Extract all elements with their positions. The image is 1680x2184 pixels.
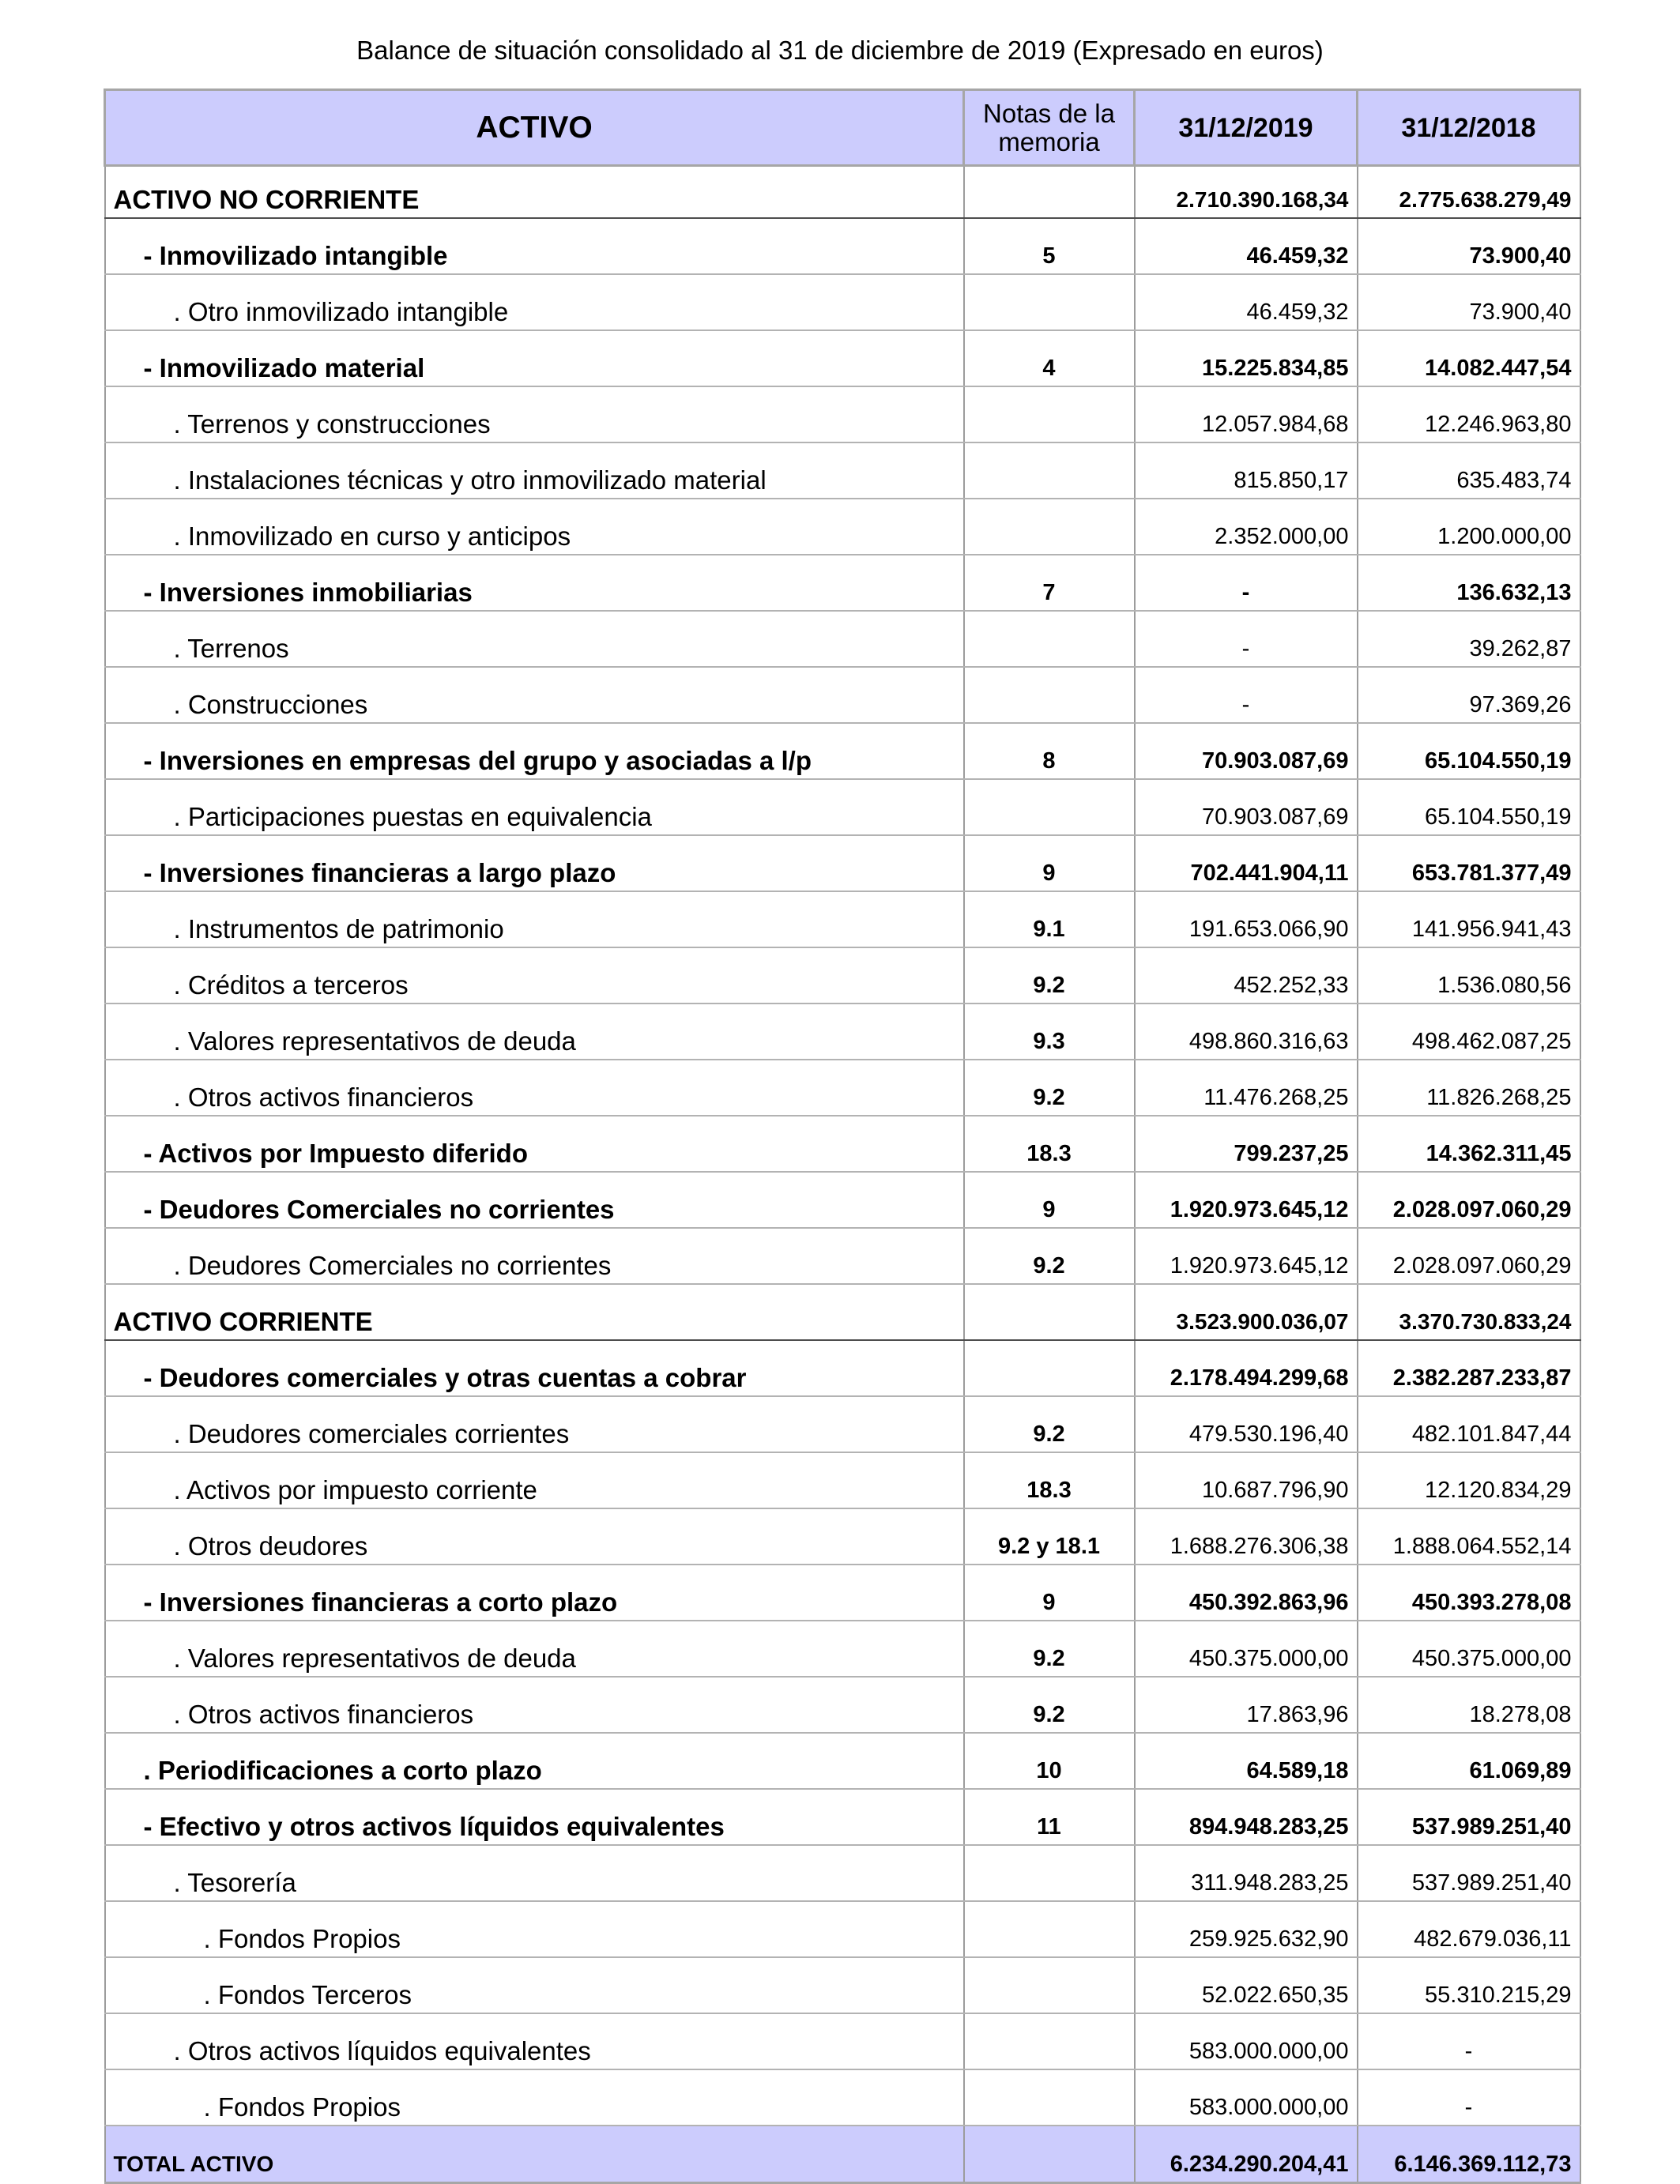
row-value-2018: 1.888.064.552,14 — [1358, 1508, 1580, 1565]
row-value-2019: 3.523.900.036,07 — [1135, 1284, 1358, 1340]
row-value-2019: 1.688.276.306,38 — [1135, 1508, 1358, 1565]
row-value-2018: 2.028.097.060,29 — [1358, 1172, 1580, 1228]
row-value-2018: 450.393.278,08 — [1358, 1565, 1580, 1621]
row-notes: 9.2 — [964, 1396, 1135, 1452]
row-value-2019: 450.392.863,96 — [1135, 1565, 1358, 1621]
row-value-2019: 12.057.984,68 — [1135, 386, 1358, 442]
row-notes: 9.2 — [964, 1228, 1135, 1284]
row-value-2018: 18.278,08 — [1358, 1677, 1580, 1733]
row-value-2019: 191.653.066,90 — [1135, 891, 1358, 947]
row-notes: 7 — [964, 555, 1135, 611]
table-row — [105, 1957, 1580, 2013]
row-notes — [964, 166, 1135, 219]
row-label: TOTAL ACTIVO — [105, 2126, 964, 2183]
row-value-2018: 97.369,26 — [1358, 667, 1580, 723]
table-row — [105, 1845, 1580, 1901]
row-label: - Activos por Impuesto diferido — [105, 1116, 964, 1172]
row-value-2019: 2.352.000,00 — [1135, 499, 1358, 555]
row-value-2018: 2.028.097.060,29 — [1358, 1228, 1580, 1284]
row-label: . Fondos Propios — [105, 2069, 964, 2126]
row-notes — [964, 1340, 1135, 1396]
row-label: . Activos por impuesto corriente — [105, 1452, 964, 1508]
row-label: . Construcciones — [105, 667, 964, 723]
table-row — [105, 1901, 1580, 1957]
row-value-2018: 141.956.941,43 — [1358, 891, 1580, 947]
row-notes: 9.2 — [964, 1677, 1135, 1733]
table-row — [105, 1340, 1580, 1396]
row-label: ACTIVO CORRIENTE — [105, 1284, 964, 1340]
row-value-2019: 894.948.283,25 — [1135, 1789, 1358, 1845]
table-row — [105, 1060, 1580, 1116]
row-notes: 9 — [964, 1172, 1135, 1228]
row-value-2018: 1.536.080,56 — [1358, 947, 1580, 1004]
row-label: . Otro inmovilizado intangible — [105, 274, 964, 330]
row-value-2019: 452.252,33 — [1135, 947, 1358, 1004]
row-label: - Inversiones financieras a corto plazo — [105, 1565, 964, 1621]
table-row — [105, 166, 1580, 219]
row-notes: 9 — [964, 1565, 1135, 1621]
row-label: . Otros deudores — [105, 1508, 964, 1565]
row-value-2018: 136.632,13 — [1358, 555, 1580, 611]
header-2018: 31/12/2018 — [1358, 90, 1580, 166]
row-notes: 18.3 — [964, 1116, 1135, 1172]
row-label: ACTIVO NO CORRIENTE — [105, 166, 964, 219]
row-value-2018: - — [1358, 2069, 1580, 2126]
document-title: Balance de situación consolidado al 31 de diciembre de 2019 (Expresado en euros) — [356, 36, 1324, 65]
row-value-2018: 2.382.287.233,87 — [1358, 1340, 1580, 1396]
row-notes — [964, 2069, 1135, 2126]
row-notes: 4 — [964, 330, 1135, 386]
row-label: . Instrumentos de patrimonio — [105, 891, 964, 947]
row-value-2018: 14.082.447,54 — [1358, 330, 1580, 386]
table-row — [105, 218, 1580, 274]
table-row — [105, 555, 1580, 611]
row-label: - Inversiones en empresas del grupo y asociadas a l/p — [105, 723, 964, 779]
row-value-2019: 46.459,32 — [1135, 218, 1358, 274]
table-row — [105, 1004, 1580, 1060]
row-notes — [964, 611, 1135, 667]
row-notes: 10 — [964, 1733, 1135, 1789]
table-row — [105, 835, 1580, 891]
table-header-row — [105, 90, 1580, 166]
table-row — [105, 1789, 1580, 1845]
table-row — [105, 1116, 1580, 1172]
row-value-2019: 2.178.494.299,68 — [1135, 1340, 1358, 1396]
row-label: - Deudores comerciales y otras cuentas a cobrar — [105, 1340, 964, 1396]
table-row — [105, 611, 1580, 667]
row-value-2018: 73.900,40 — [1358, 218, 1580, 274]
row-label: - Inmovilizado material — [105, 330, 964, 386]
row-notes: 5 — [964, 218, 1135, 274]
row-value-2019: - — [1135, 667, 1358, 723]
row-value-2019: 479.530.196,40 — [1135, 1396, 1358, 1452]
row-value-2019: 2.710.390.168,34 — [1135, 166, 1358, 219]
row-notes: 9.2 — [964, 947, 1135, 1004]
row-notes: 9.1 — [964, 891, 1135, 947]
table-row — [105, 1621, 1580, 1677]
row-value-2018: 482.101.847,44 — [1358, 1396, 1580, 1452]
table-row — [105, 274, 1580, 330]
row-value-2019: 70.903.087,69 — [1135, 779, 1358, 835]
row-notes: 11 — [964, 1789, 1135, 1845]
row-notes — [964, 274, 1135, 330]
row-label: . Deudores Comerciales no corrientes — [105, 1228, 964, 1284]
row-value-2019: 1.920.973.645,12 — [1135, 1172, 1358, 1228]
row-notes: 9.3 — [964, 1004, 1135, 1060]
row-label: . Otros activos financieros — [105, 1677, 964, 1733]
row-label: . Deudores comerciales corrientes — [105, 1396, 964, 1452]
row-value-2018: 450.375.000,00 — [1358, 1621, 1580, 1677]
row-notes: 8 — [964, 723, 1135, 779]
row-value-2019: - — [1135, 555, 1358, 611]
table-row — [105, 386, 1580, 442]
row-notes — [964, 442, 1135, 499]
row-value-2019: 583.000.000,00 — [1135, 2069, 1358, 2126]
row-notes — [964, 1957, 1135, 2013]
table-row — [105, 2069, 1580, 2126]
row-label: . Otros activos financieros — [105, 1060, 964, 1116]
table-row — [105, 2126, 1580, 2183]
row-value-2018: 3.370.730.833,24 — [1358, 1284, 1580, 1340]
row-notes — [964, 1845, 1135, 1901]
row-label: . Otros activos líquidos equivalentes — [105, 2013, 964, 2069]
row-notes — [964, 1901, 1135, 1957]
row-notes: 9.2 — [964, 1060, 1135, 1116]
table-row — [105, 723, 1580, 779]
row-value-2019: 52.022.650,35 — [1135, 1957, 1358, 2013]
row-value-2018: 65.104.550,19 — [1358, 779, 1580, 835]
row-notes — [964, 499, 1135, 555]
table-row — [105, 1396, 1580, 1452]
balance-sheet-table — [104, 88, 1581, 2184]
row-notes: 18.3 — [964, 1452, 1135, 1508]
row-value-2018: 537.989.251,40 — [1358, 1789, 1580, 1845]
row-value-2018: 61.069,89 — [1358, 1733, 1580, 1789]
row-value-2018: 1.200.000,00 — [1358, 499, 1580, 555]
row-value-2019: 583.000.000,00 — [1135, 2013, 1358, 2069]
row-value-2018: 55.310.215,29 — [1358, 1957, 1580, 2013]
header-activo: ACTIVO — [105, 90, 964, 166]
row-value-2019: 15.225.834,85 — [1135, 330, 1358, 386]
row-value-2018: 2.775.638.279,49 — [1358, 166, 1580, 219]
row-value-2019: 17.863,96 — [1135, 1677, 1358, 1733]
row-value-2018: - — [1358, 2013, 1580, 2069]
row-value-2018: 11.826.268,25 — [1358, 1060, 1580, 1116]
row-value-2018: 653.781.377,49 — [1358, 835, 1580, 891]
table-row — [105, 1677, 1580, 1733]
table-row — [105, 1172, 1580, 1228]
row-value-2018: 39.262,87 — [1358, 611, 1580, 667]
row-notes: 9.2 — [964, 1621, 1135, 1677]
table-row — [105, 891, 1580, 947]
table-row — [105, 1733, 1580, 1789]
row-value-2019: 498.860.316,63 — [1135, 1004, 1358, 1060]
row-label: - Efectivo y otros activos líquidos equivalentes — [105, 1789, 964, 1845]
row-label: . Inmovilizado en curso y anticipos — [105, 499, 964, 555]
row-notes — [964, 1284, 1135, 1340]
table-row — [105, 1284, 1580, 1340]
table-row — [105, 442, 1580, 499]
row-value-2018: 65.104.550,19 — [1358, 723, 1580, 779]
row-value-2019: 10.687.796,90 — [1135, 1452, 1358, 1508]
header-2019: 31/12/2019 — [1135, 90, 1358, 166]
table-row — [105, 667, 1580, 723]
table-row — [105, 330, 1580, 386]
row-label: . Valores representativos de deuda — [105, 1621, 964, 1677]
row-notes — [964, 2126, 1135, 2183]
row-value-2019: 6.234.290.204,41 — [1135, 2126, 1358, 2183]
row-notes: 9 — [964, 835, 1135, 891]
row-value-2019: 702.441.904,11 — [1135, 835, 1358, 891]
table-row — [105, 1452, 1580, 1508]
row-label: . Fondos Terceros — [105, 1957, 964, 2013]
row-label: . Créditos a terceros — [105, 947, 964, 1004]
table-row — [105, 1508, 1580, 1565]
row-value-2019: 1.920.973.645,12 — [1135, 1228, 1358, 1284]
row-label: - Inversiones inmobiliarias — [105, 555, 964, 611]
row-label: . Periodificaciones a corto plazo — [105, 1733, 964, 1789]
row-label: - Inmovilizado intangible — [105, 218, 964, 274]
row-label: . Tesorería — [105, 1845, 964, 1901]
row-value-2019: - — [1135, 611, 1358, 667]
row-label: . Fondos Propios — [105, 1901, 964, 1957]
row-label: - Deudores Comerciales no corrientes — [105, 1172, 964, 1228]
row-label: . Participaciones puestas en equivalencia — [105, 779, 964, 835]
row-value-2019: 70.903.087,69 — [1135, 723, 1358, 779]
row-label: . Terrenos y construcciones — [105, 386, 964, 442]
row-value-2019: 815.850,17 — [1135, 442, 1358, 499]
table-body — [105, 166, 1580, 2183]
row-label: . Valores representativos de deuda — [105, 1004, 964, 1060]
table-row — [105, 1228, 1580, 1284]
row-value-2019: 11.476.268,25 — [1135, 1060, 1358, 1116]
row-value-2019: 46.459,32 — [1135, 274, 1358, 330]
row-value-2019: 311.948.283,25 — [1135, 1845, 1358, 1901]
row-value-2018: 498.462.087,25 — [1358, 1004, 1580, 1060]
row-value-2019: 450.375.000,00 — [1135, 1621, 1358, 1677]
row-value-2018: 14.362.311,45 — [1358, 1116, 1580, 1172]
row-notes — [964, 779, 1135, 835]
row-label: . Terrenos — [105, 611, 964, 667]
table-row — [105, 779, 1580, 835]
row-value-2019: 259.925.632,90 — [1135, 1901, 1358, 1957]
row-value-2018: 635.483,74 — [1358, 442, 1580, 499]
row-notes: 9.2 y 18.1 — [964, 1508, 1135, 1565]
row-value-2019: 799.237,25 — [1135, 1116, 1358, 1172]
row-value-2018: 537.989.251,40 — [1358, 1845, 1580, 1901]
table-row — [105, 2013, 1580, 2069]
row-value-2018: 12.120.834,29 — [1358, 1452, 1580, 1508]
row-value-2019: 64.589,18 — [1135, 1733, 1358, 1789]
row-value-2018: 6.146.369.112,73 — [1358, 2126, 1580, 2183]
table-row — [105, 947, 1580, 1004]
row-value-2018: 482.679.036,11 — [1358, 1901, 1580, 1957]
row-notes — [964, 386, 1135, 442]
table-row — [105, 1565, 1580, 1621]
row-label: . Instalaciones técnicas y otro inmovilizado material — [105, 442, 964, 499]
header-notas: Notas de la memoria — [964, 90, 1135, 166]
row-notes — [964, 2013, 1135, 2069]
row-notes — [964, 667, 1135, 723]
row-label: - Inversiones financieras a largo plazo — [105, 835, 964, 891]
table-row — [105, 499, 1580, 555]
row-value-2018: 73.900,40 — [1358, 274, 1580, 330]
row-value-2018: 12.246.963,80 — [1358, 386, 1580, 442]
